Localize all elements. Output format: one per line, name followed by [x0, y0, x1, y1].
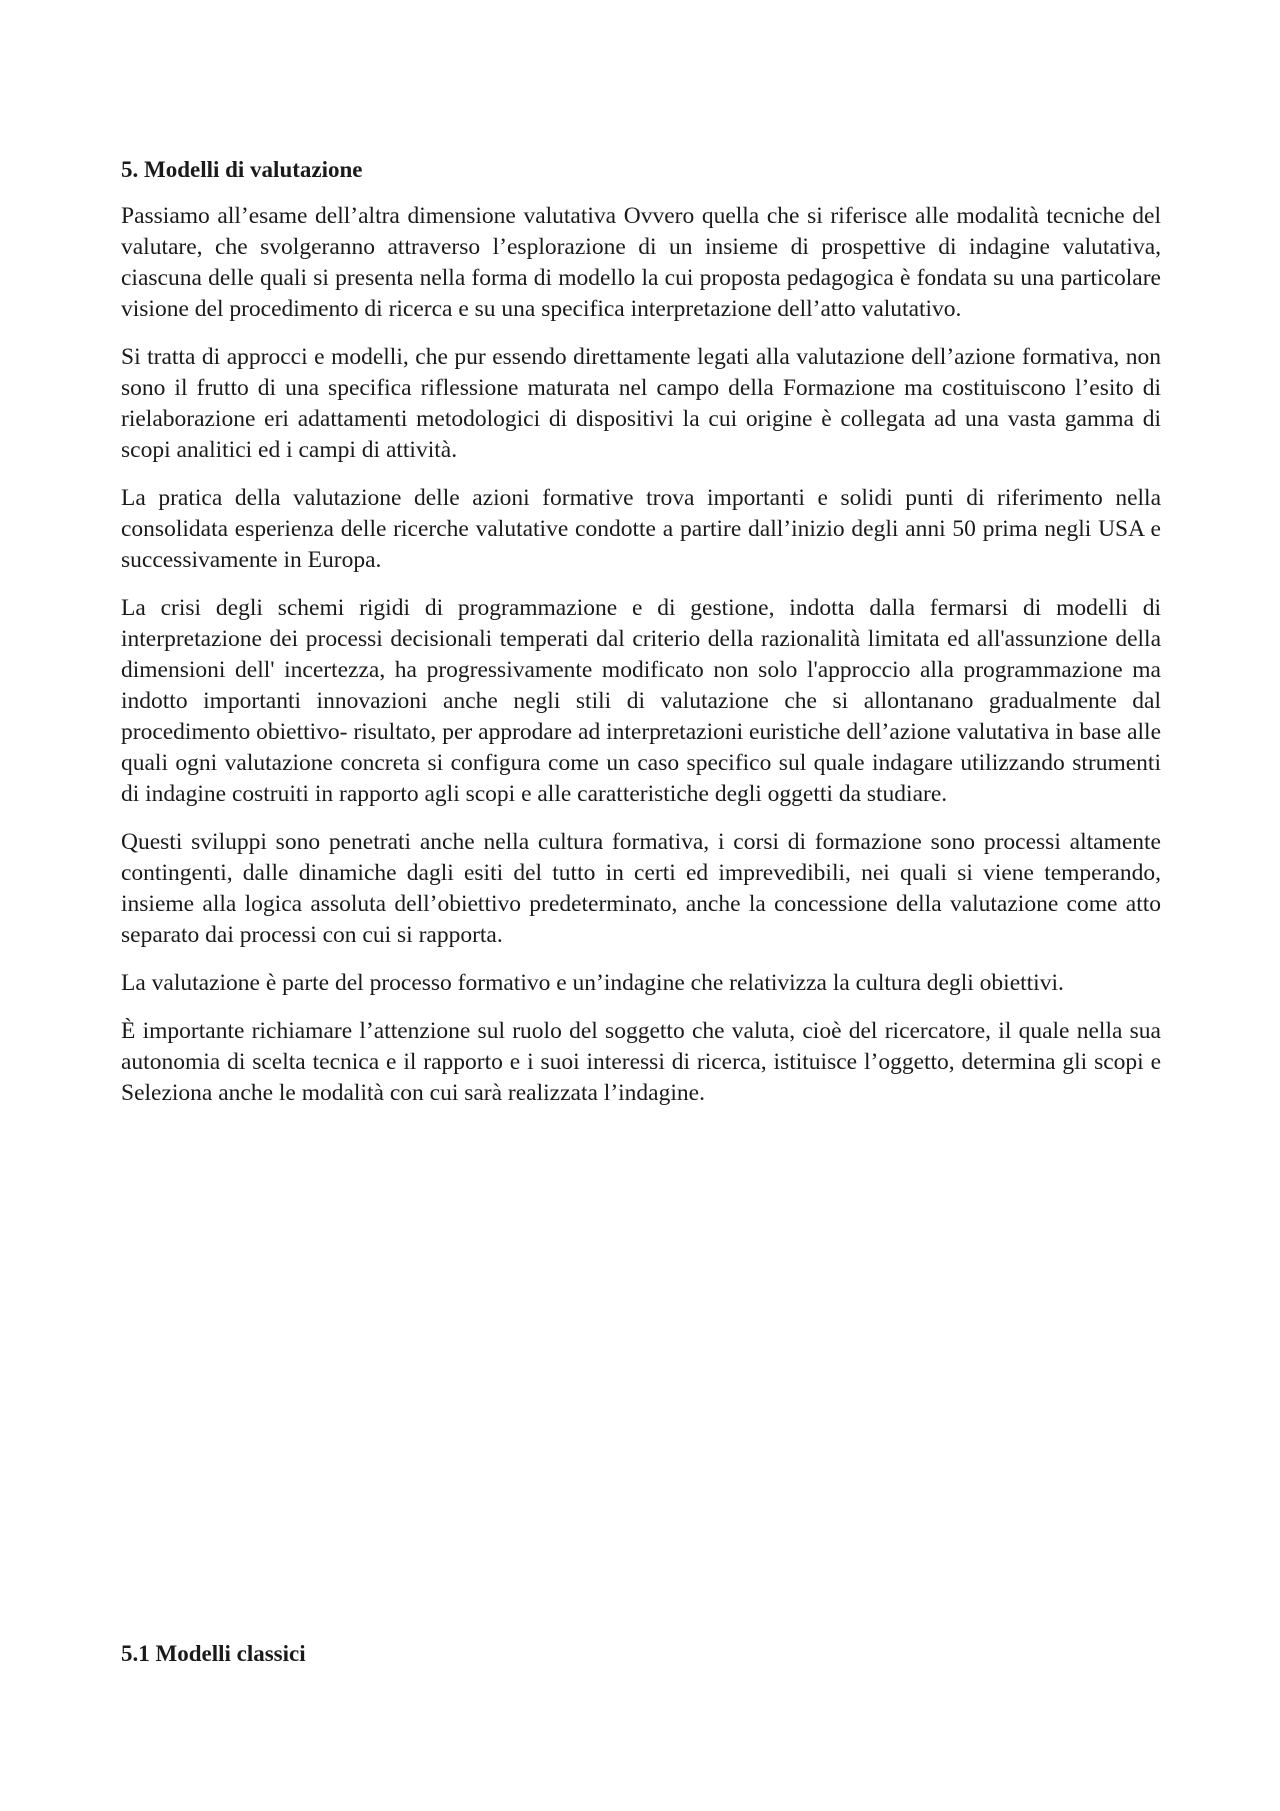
subsection-title: 5.1 Modelli classici — [121, 1641, 306, 1666]
paragraph-2: Si tratta di approcci e modelli, che pur essendo direttamente legati alla valutazione dell’azione formativa, non sono il frutto di una specifica riflessione maturata nel campo della Formazione ma costituiscono l’esito di rielaborazione eri adattamenti metodologici di dispositivi la cui origine è collegata ad una vasta gamma di scopi analitici ed i campi di attività. — [121, 344, 1161, 463]
paragraph-1: Passiamo all’esame dell’altra dimensione valutativa Ovvero quella che si riferisce alle modalità tecniche del valutare, che svolgeranno attraverso l’esplorazione di un insieme di prospettive di indagine valutativa, ciascuna delle quali si presenta nella forma di modello la cui proposta pedagogica è fondata su una particolare visione del procedimento di ricerca e su una specifica interpretazione dell’atto valutativo. — [121, 203, 1161, 322]
paragraph-4: La crisi degli schemi rigidi di programmazione e di gestione, indotta dalla fermarsi di modelli di interpretazione dei processi decisionali temperati dal criterio della razionalità limitata ed all'assunzione della dimensioni dell' incertezza, ha progressivamente modificato non solo l'approccio alla programmazione ma indotto importanti innovazioni anche negli stili di valutazione che si allontanano gradualmente dal procedimento obiettivo- risultato, per approdare ad interpretazioni euristiche dell’azione valutativa in base alle quali ogni valutazione concreta si configura come un caso specifico sul quale indagare utilizzando strumenti di indagine costruiti in rapporto agli scopi e alle caratteristiche degli oggetti da studiare. — [121, 595, 1161, 807]
paragraph-5: Questi sviluppi sono penetrati anche nella cultura formativa, i corsi di formazione sono processi altamente contingenti, dalle dinamiche dagli esiti del tutto in certi ed imprevedibili, nei quali si viene temperando, insieme alla logica assoluta dell’obiettivo predeterminato, anche la concessione della valutazione come atto separato dai processi con cui si rapporta. — [121, 829, 1161, 948]
section-title: 5. Modelli di valutazione — [121, 157, 363, 182]
paragraph-7: È importante richiamare l’attenzione sul ruolo del soggetto che valuta, cioè del ricercatore, il quale nella sua autonomia di scelta tecnica e il rapporto e i suoi interessi di ricerca, istituisce l’oggetto, determina gli scopi e Seleziona anche le modalità con cui sarà realizzata l’indagine. — [121, 1018, 1161, 1106]
section-content — [121, 154, 1161, 1126]
paragraph-3: La pratica della valutazione delle azioni formative trova importanti e solidi punti di riferimento nella consolidata esperienza delle ricerche valutative condotte a partire dall’inizio degli anni 50 prima negli USA e successivamente in Europa. — [121, 485, 1161, 573]
paragraph-6: La valutazione è parte del processo formativo e un’indagine che relativizza la cultura degli obiettivi. — [121, 970, 1064, 996]
